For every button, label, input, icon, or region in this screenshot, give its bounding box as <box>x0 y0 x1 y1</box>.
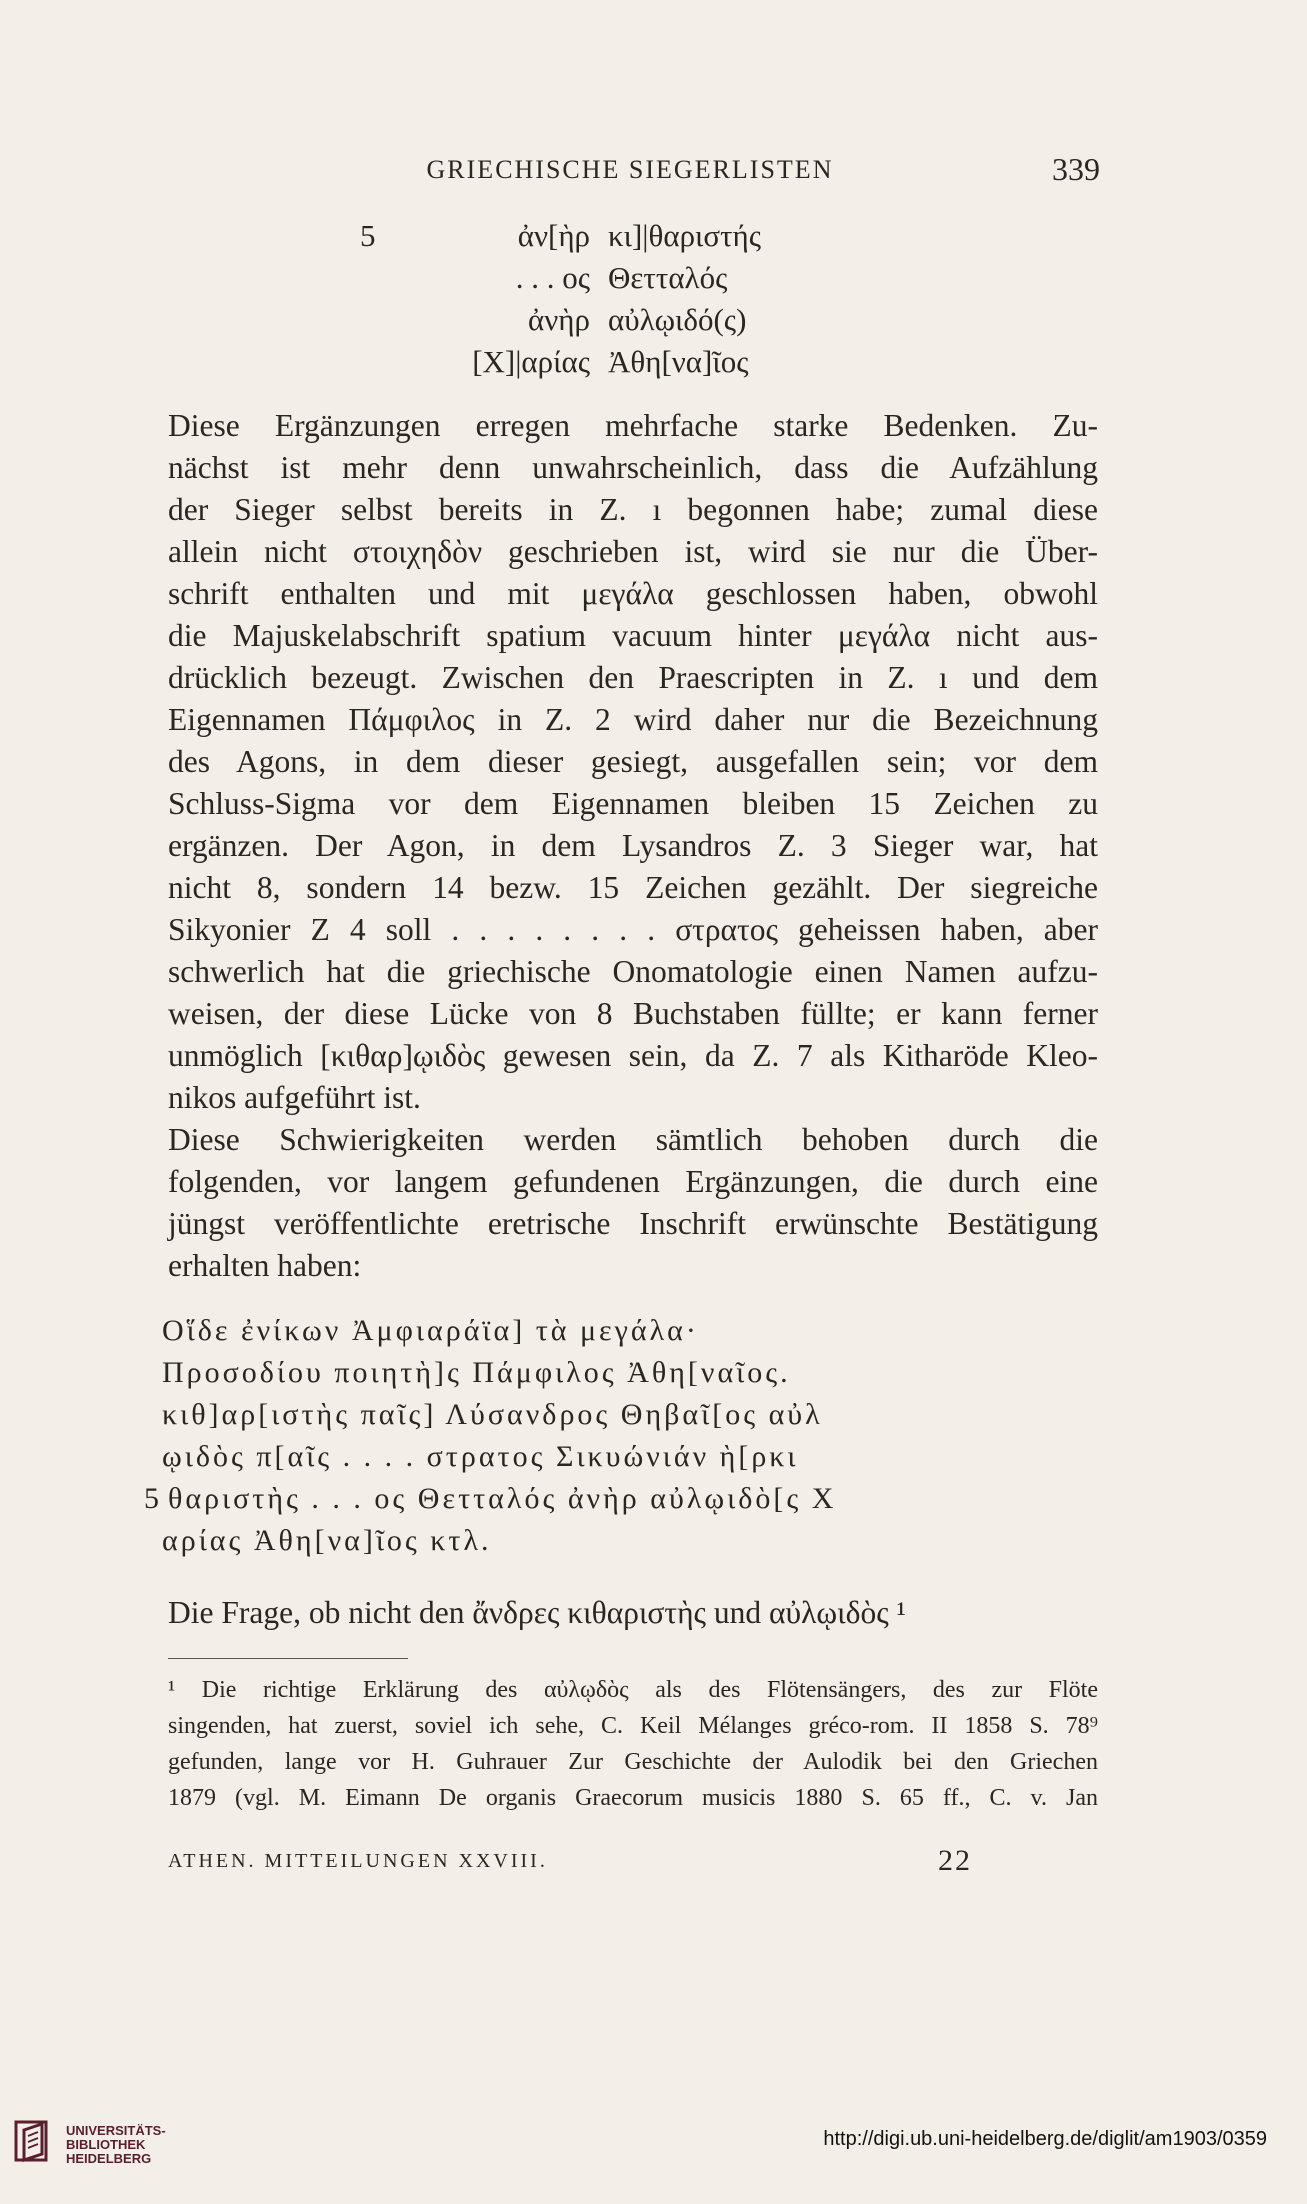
text-line: nikos aufgeführt ist. <box>168 1080 421 1115</box>
verse-block <box>360 215 860 383</box>
page-number: 339 <box>1052 151 1100 187</box>
text-line: ergänzen. Der Agon, in dem Lysandros Z. 3 Sieger war, hat <box>168 828 1098 863</box>
library-name-line: BIBLIOTHEK <box>66 2137 146 2152</box>
library-name <box>66 2124 166 2166</box>
text-line: Diese Ergänzungen erregen mehrfache starke Bedenken. Zu- <box>168 408 1098 443</box>
inscription-line <box>162 1520 1098 1562</box>
text-line: unmöglich [κιθαρ]ῳιδὸς gewesen sein, da Z. 7 als Kitharöde Kleo- <box>168 1038 1098 1073</box>
verse-left: . . . ος <box>515 260 590 295</box>
inscription-text: Οἵδε ἐνίκων Ἀμφιαράϊα] τὰ μεγάλα· <box>162 1314 699 1347</box>
text-line: weisen, der diese Lücke von 8 Buchstaben füllte; er kann ferner <box>168 996 1098 1031</box>
footnote-rule <box>168 1658 408 1659</box>
signature-number: 22 <box>938 1844 972 1877</box>
verse-right: αὐλῳιδό(ς) <box>608 302 747 337</box>
inscription-line <box>144 1478 1098 1520</box>
line-number: 5 <box>144 1482 162 1515</box>
footnote-line: gefunden, lange vor H. Guhrauer Zur Geschichte der Aulodik bei den Griechen <box>168 1749 1098 1775</box>
source-url-link[interactable]: http://digi.ub.uni-heidelberg.de/diglit/am1903/0359 <box>823 2128 1267 2150</box>
footnote-line: ¹ Die richtige Erklärung des αὐλῳδὸς als des Flötensängers, des zur Flöte <box>168 1677 1098 1703</box>
verse-right: Ἀθη[να]ῖος <box>608 344 749 379</box>
verse-left: [Χ]|αρίας <box>472 344 590 379</box>
verse-left: ἀνὴρ <box>528 302 590 337</box>
inscription-text: κιθ]αρ[ιστὴς παῖς] Λύσανδρος Θηβαῖ[ος αὐλ <box>162 1398 823 1431</box>
inscription-text: Προσοδίου ποιητὴ]ς Πάμφιλος Ἀθη[ναῖος. <box>162 1356 791 1389</box>
library-name-line: UNIVERSITÄTS- <box>66 2123 166 2138</box>
text-line: drücklich bezeugt. Zwischen den Praescripten in Z. ı und dem <box>168 660 1098 695</box>
inscription-line <box>162 1310 1098 1352</box>
verse-left: ἀν[ὴρ <box>517 218 590 253</box>
inscription-line <box>162 1352 1098 1394</box>
text-line: Diese Schwierigkeiten werden sämtlich behoben durch die <box>168 1122 1098 1157</box>
text-line: Eigennamen Πάμφιλος in Z. 2 wird daher nur die Bezeichnung <box>168 702 1098 737</box>
inscription-line <box>162 1436 1098 1478</box>
inscription-text: θαριστὴς . . . ος Θετταλός ἀνὴρ αὐλῳιδὸ[ς Χ <box>168 1482 837 1515</box>
paragraph-2 <box>168 1119 1098 1287</box>
page-header <box>160 151 1100 195</box>
verse-line <box>360 299 860 341</box>
running-title: GRIECHISCHE SIEGERLISTEN <box>426 155 834 184</box>
footnote <box>168 1672 1098 1816</box>
verse-right: Θετταλός <box>608 260 728 295</box>
verse-line <box>360 257 860 299</box>
text-line: der Sieger selbst bereits in Z. ı begonnen habe; zumal diese <box>168 492 1098 527</box>
text-line: schwerlich hat die griechische Onomatologie einen Namen aufzu- <box>168 954 1098 989</box>
inscription-text: αρίας Ἀθη[να]ῖος κτλ. <box>162 1524 492 1557</box>
text-line: folgenden, vor langem gefundenen Ergänzungen, die durch eine <box>168 1164 1098 1199</box>
text-line: nicht 8, sondern 14 bezw. 15 Zeichen gezählt. Der siegreiche <box>168 870 1098 905</box>
text-line: die Majuskelabschrift spatium vacuum hinter μεγάλα nicht aus- <box>168 618 1098 653</box>
text-line: Schluss-Sigma vor dem Eigennamen bleiben 15 Zeichen zu <box>168 786 1098 821</box>
footnote-line: singenden, hat zuerst, soviel ich sehe, C. Keil Mélanges gréco-rom. II 1858 S. 78⁹ <box>168 1713 1098 1739</box>
inscription-line <box>162 1394 1098 1436</box>
closing-line: Die Frage, ob nicht den ἄνδρες κιθαριστὴς und αὐλῳιδὸς ¹ <box>168 1595 906 1630</box>
line-number: 5 <box>360 218 376 253</box>
paragraph-1 <box>168 405 1098 1119</box>
text-line: allein nicht στοιχηδὸν geschrieben ist, wird sie nur die Über- <box>168 534 1098 569</box>
signature-text: ATHEN. MITTEILUNGEN XXVIII. <box>168 1850 548 1872</box>
library-name-line: HEIDELBERG <box>66 2151 152 2166</box>
text-line: jüngst veröffentlichte eretrische Inschrift erwünschte Bestätigung <box>168 1206 1098 1241</box>
text-line: Sikyonier Z 4 soll . . . . . . . . στρατος geheissen haben, aber <box>168 912 1098 947</box>
inscription-block <box>144 1310 1098 1562</box>
verse-line <box>360 215 860 257</box>
text-line: schrift enthalten und mit μεγάλα geschlossen haben, obwohl <box>168 576 1098 611</box>
footnote-line: 1879 (vgl. M. Eimann De organis Graecorum musicis 1880 S. 65 ff., C. v. Jan <box>168 1785 1098 1811</box>
inscription-text: ῳιδὸς π[αῖς . . . . στρατος Σικυώνιάν ὴ[ρκι <box>162 1440 799 1473</box>
text-line: nächst ist mehr denn unwahrscheinlich, dass die Aufzählung <box>168 450 1098 485</box>
text-line: erhalten haben: <box>168 1248 362 1283</box>
body-text <box>168 405 1098 1287</box>
text-line: des Agons, in dem dieser gesiegt, ausgefallen sein; vor dem <box>168 744 1098 779</box>
verse-right: κι]|θαριστής <box>608 218 762 253</box>
university-library-logo-icon <box>14 2120 54 2164</box>
verse-line <box>360 341 860 383</box>
